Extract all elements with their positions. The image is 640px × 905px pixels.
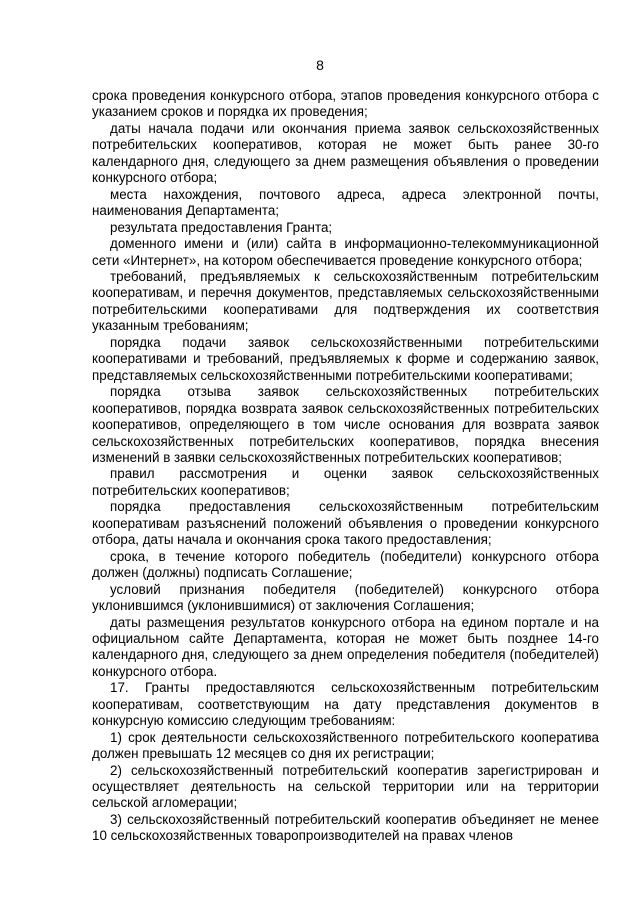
- paragraph: даты размещения результатов конкурсного отбора на едином портале и на официальном сайте Департамента, которая не может быть позднее 14-го календарного дня, следующего за днем определения победителя (победителей) конкурсного отбора.: [92, 614, 599, 679]
- paragraph: порядка предоставления сельскохозяйственным потребительским кооперативам разъяснений положений объявления о проведении конкурсного отбора, даты начала и окончания срока такого предоставления;: [92, 499, 599, 548]
- paragraph: места нахождения, почтового адреса, адреса электронной почты, наименования Департамента;: [92, 186, 599, 219]
- paragraph: условий признания победителя (победителей) конкурсного отбора уклонившимся (уклонившимися) от заключения Соглашения;: [92, 581, 599, 614]
- list-item: 2) сельскохозяйственный потребительский кооператив зарегистрирован и осуществляет деятельность на сельской территории или на территории сельской агломерации;: [92, 762, 599, 811]
- paragraph: порядка отзыва заявок сельскохозяйственных потребительских кооперативов, порядка возврата заявок сельскохозяйственных потребительских кооперативов, определяющего в том числе основания для возврата заявок сельскохозяйственных потребительских кооперативов, порядка внесения изменений в заявки сельскохозяйственных потребительских кооперативов;: [92, 384, 599, 465]
- paragraph: срока, в течение которого победитель (победители) конкурсного отбора должен (должны) подписать Соглашение;: [92, 548, 599, 581]
- paragraph: правил рассмотрения и оценки заявок сельскохозяйственных потребительских кооперативов;: [92, 466, 599, 498]
- paragraph: требований, предъявляемых к сельскохозяйственным потребительским кооперативам, и перечня документов, представляемых сельскохозяйственными потребительскими кооперативами для подтверждения их соответствия указанным требованиям;: [92, 268, 599, 334]
- paragraph: срока проведения конкурсного отбора, этапов проведения конкурсного отбора с указанием сроков и порядка их проведения;: [92, 88, 599, 120]
- page-number: 8: [316, 57, 324, 73]
- paragraph: результата предоставления Гранта;: [110, 219, 333, 235]
- paragraph: порядка подачи заявок сельскохозяйственными потребительскими кооперативами и требований, предъявляемых к форме и содержанию заявок, представляемых сельскохозяйственными потребительскими кооперативами;: [92, 334, 599, 383]
- list-item: 1) срок деятельности сельскохозяйственного потребительского кооператива должен превышать 12 месяцев со дня их регистрации;: [92, 729, 599, 762]
- paragraph: даты начала подачи или окончания приема заявок сельскохозяйственных потребительских кооперативов, которая не может быть ранее 30-го календарного дня, следующего за днем размещения объявления о проведении конкурсного отбора;: [92, 120, 599, 186]
- list-item: 3) сельскохозяйственный потребительский кооператив объединяет не менее 10 сельскохозяйственных товаропроизводителей на правах членов: [92, 811, 599, 844]
- document-body: [92, 88, 599, 845]
- section-paragraph: 17. Гранты предоставляются сельскохозяйственным потребительским кооперативам, соответствующим на дату представления документов в конкурсную комиссию следующим требованиям:: [92, 680, 599, 729]
- paragraph: доменного имени и (или) сайта в информационно-телекоммуникационной сети «Интернет», на котором обеспечивается проведение конкурсного отбора;: [92, 236, 599, 268]
